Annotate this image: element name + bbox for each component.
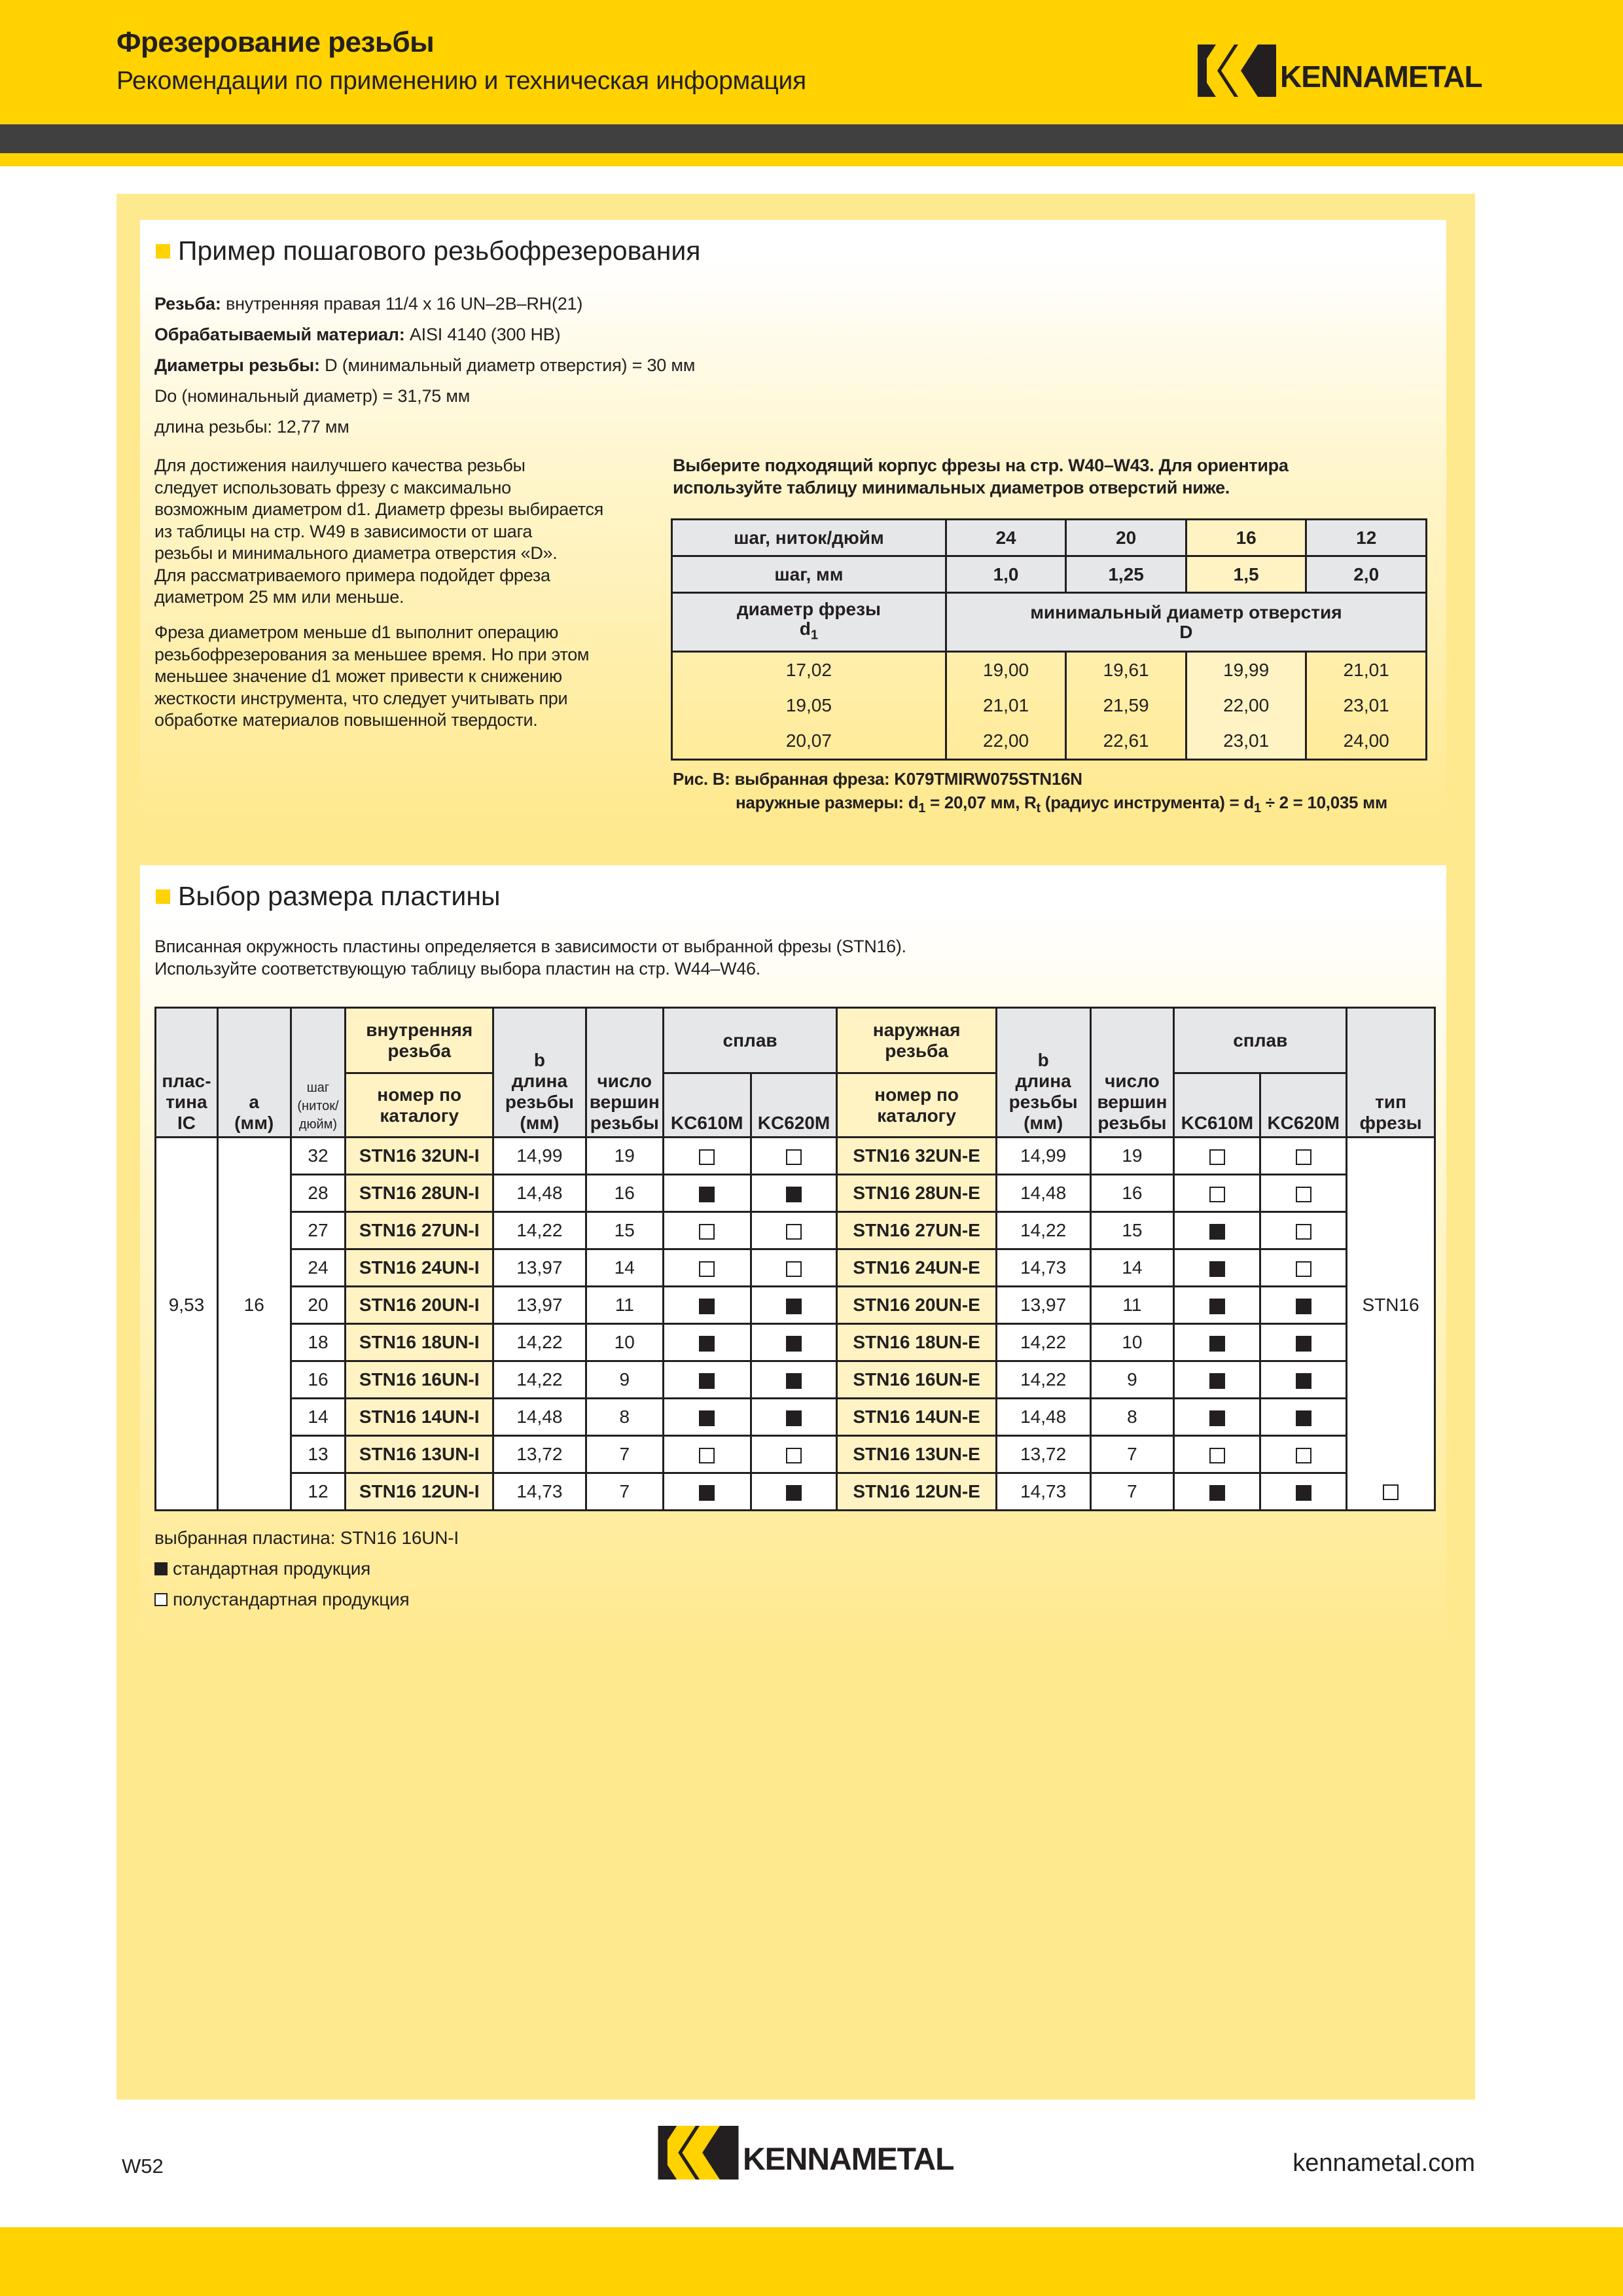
- page-subtitle: Рекомендации по применению и техническая информация: [116, 67, 806, 95]
- teeth-cell: 19: [586, 1138, 663, 1175]
- spec-length: длина резьбы: 12,77 мм: [154, 417, 349, 437]
- caption-line-1: Рис. B: выбранная фреза: K079TMIRW075STN16N: [673, 769, 1082, 789]
- tpi-cell: 32: [291, 1138, 346, 1175]
- header-a: a (мм): [217, 1008, 291, 1138]
- legend-standard: стандартная продукция: [154, 1558, 370, 1579]
- paragraph-best-quality: Для достижения наилучшего качества резьбы следует использовать фрезу с максимально возможным диаметром d1. Диаметр фрезы выбирается из таблицы на стр. W49 в зависимости от шага резьбы и минимального диаметра отверстия «D». Для рассматриваемого примера подойдет фреза диаметром 25 мм или меньше.: [154, 456, 604, 607]
- kc620m-internal-cell: [751, 1287, 837, 1324]
- length-cell: 13,72: [493, 1436, 586, 1473]
- catalog-internal-cell: STN16 20UN-I: [346, 1287, 493, 1324]
- tpi-cell: 16: [1186, 520, 1306, 556]
- empty-square-icon: [1296, 1448, 1311, 1463]
- filled-square-icon: [1296, 1410, 1311, 1426]
- length-cell: 14,73: [996, 1473, 1090, 1511]
- teeth-cell: 10: [1090, 1324, 1174, 1361]
- page-header: [0, 0, 1623, 124]
- kc610m-internal-cell: [663, 1399, 751, 1436]
- a-cell: [217, 1473, 291, 1511]
- kc620m-external-cell: [1260, 1436, 1347, 1473]
- header-grade-external: сплав: [1174, 1008, 1347, 1073]
- length-cell: 14,22: [493, 1324, 586, 1361]
- kc620m-external-cell: [1260, 1212, 1347, 1249]
- yellow-square-icon: [156, 244, 170, 259]
- cutter-type-cell: [1347, 1324, 1435, 1361]
- empty-square-icon: [154, 1593, 168, 1606]
- kc620m-external-cell: [1260, 1249, 1347, 1287]
- selected-insert-note: выбранная пластина: STN16 16UN-I: [154, 1528, 459, 1548]
- kc610m-internal-cell: [663, 1138, 751, 1175]
- teeth-cell: 8: [586, 1399, 663, 1436]
- page-title: Фрезерование резьбы: [116, 26, 435, 58]
- length-cell: 14,73: [996, 1249, 1090, 1287]
- tpi-cell: 20: [291, 1287, 346, 1324]
- length-cell: 14,48: [493, 1399, 586, 1436]
- empty-square-icon: [699, 1224, 715, 1240]
- min-hole-diameter-table: [671, 518, 1427, 761]
- kc610m-internal-cell: [663, 1436, 751, 1473]
- catalog-internal-cell: STN16 32UN-I: [346, 1138, 493, 1175]
- filled-square-icon: [786, 1410, 802, 1426]
- teeth-cell: 15: [1090, 1212, 1174, 1249]
- catalog-internal-cell: STN16 24UN-I: [346, 1249, 493, 1287]
- length-cell: 14,73: [493, 1473, 586, 1511]
- tpi-cell: 24: [946, 520, 1066, 556]
- kc620m-internal-cell: [751, 1249, 837, 1287]
- section-title-text: Выбор размера пластины: [178, 881, 501, 911]
- cutter-type-cell: [1347, 1473, 1435, 1511]
- teeth-cell: 11: [1090, 1287, 1174, 1324]
- header-internal-thread: внутренняя резьба: [346, 1008, 493, 1073]
- catalog-external-cell: STN16 18UN-E: [837, 1324, 996, 1361]
- header-teeth-external: число вершин резьбы: [1090, 1008, 1174, 1138]
- kc610m-external-cell: [1174, 1324, 1260, 1361]
- length-cell: 13,97: [493, 1287, 586, 1324]
- ic-cell: [156, 1361, 218, 1399]
- tpi-cell: 28: [291, 1175, 346, 1212]
- table-row: [156, 1138, 1435, 1175]
- empty-square-icon: [786, 1448, 802, 1463]
- filled-square-icon: [1209, 1373, 1225, 1389]
- catalog-external-cell: STN16 12UN-E: [837, 1473, 996, 1511]
- header-kc610m: KC610M: [663, 1073, 751, 1138]
- spec-diameters: Диаметры резьбы: D (минимальный диаметр отверстия) = 30 мм: [154, 355, 696, 375]
- empty-square-icon: [786, 1261, 802, 1277]
- teeth-cell: 11: [586, 1287, 663, 1324]
- a-cell: 16: [217, 1287, 291, 1324]
- catalog-external-cell: STN16 14UN-E: [837, 1399, 996, 1436]
- kc620m-external-cell: [1260, 1399, 1347, 1436]
- catalog-internal-cell: STN16 12UN-I: [346, 1473, 493, 1511]
- empty-square-icon: [1209, 1187, 1225, 1202]
- tpi-cell: 13: [291, 1436, 346, 1473]
- catalog-external-cell: STN16 16UN-E: [837, 1361, 996, 1399]
- header-b-external: b длина резьбы (мм): [996, 1008, 1090, 1138]
- cutter-type-cell: [1347, 1436, 1435, 1473]
- length-cell: 13,72: [996, 1436, 1090, 1473]
- kc610m-internal-cell: [663, 1287, 751, 1324]
- page-number: W52: [122, 2155, 164, 2178]
- filled-square-icon: [699, 1299, 715, 1314]
- a-cell: [217, 1436, 291, 1473]
- kc620m-internal-cell: [751, 1436, 837, 1473]
- table-row: [156, 1287, 1435, 1324]
- figure-caption: [673, 767, 1387, 820]
- kc610m-internal-cell: [663, 1324, 751, 1361]
- filled-square-icon: [1209, 1224, 1225, 1240]
- header-teeth-internal: число вершин резьбы: [586, 1008, 663, 1138]
- spec-material: Обрабатываемый материал: AISI 4140 (300 HB): [154, 325, 561, 344]
- empty-square-icon: [1209, 1448, 1225, 1463]
- section-title-text: Пример пошагового резьбофрезерования: [178, 236, 701, 266]
- filled-square-icon: [699, 1373, 715, 1389]
- kc610m-external-cell: [1174, 1399, 1260, 1436]
- empty-square-icon: [1383, 1484, 1399, 1500]
- header-yellow-stripe: [0, 153, 1623, 166]
- header-external-thread: наружная резьба: [837, 1008, 996, 1073]
- filled-square-icon: [1209, 1299, 1225, 1314]
- table-row: [156, 1436, 1435, 1473]
- header-grade-internal: сплав: [663, 1008, 837, 1073]
- teeth-cell: 7: [586, 1473, 663, 1511]
- header-dark-bar: [0, 124, 1623, 153]
- length-cell: 14,48: [996, 1399, 1090, 1436]
- tpi-cell: 12: [291, 1473, 346, 1511]
- header-cutter-type: тип фрезы: [1347, 1008, 1435, 1138]
- kc610m-external-cell: [1174, 1212, 1260, 1249]
- catalog-internal-cell: STN16 27UN-I: [346, 1212, 493, 1249]
- a-cell: [217, 1212, 291, 1249]
- empty-square-icon: [699, 1448, 715, 1463]
- kc610m-internal-cell: [663, 1175, 751, 1212]
- catalog-internal-cell: STN16 14UN-I: [346, 1399, 493, 1436]
- a-cell: [217, 1138, 291, 1175]
- table-row: [156, 1175, 1435, 1212]
- tpi-cell: 20: [1066, 520, 1186, 556]
- ic-cell: [156, 1436, 218, 1473]
- insert-intro-text: Вписанная окружность пластины определяется в зависимости от выбранной фрезы (STN16). Используйте соответствующую таблицу выбора пластин на стр. W44–W46.: [154, 937, 906, 978]
- table-row: 17,02 19,00 19,61 19,99 21,01: [672, 652, 1427, 688]
- header-kc620m: KC620M: [1260, 1073, 1347, 1138]
- section-title: [156, 881, 500, 912]
- length-cell: 14,22: [996, 1324, 1090, 1361]
- filled-square-icon: [699, 1485, 715, 1501]
- ic-cell: [156, 1249, 218, 1287]
- kennametal-k-icon: [658, 2126, 739, 2179]
- filled-square-icon: [699, 1187, 715, 1202]
- kennametal-k-icon: [1198, 45, 1276, 97]
- filled-square-icon: [786, 1299, 802, 1314]
- ic-cell: [156, 1212, 218, 1249]
- kc610m-external-cell: [1174, 1287, 1260, 1324]
- table-row: [156, 1361, 1435, 1399]
- header-b-internal: b длина резьбы (мм): [493, 1008, 586, 1138]
- length-cell: 14,22: [996, 1361, 1090, 1399]
- instruction-text: Выберите подходящий корпус фрезы на стр. W40–W43. Для ориентира используйте таблицу минимальных диаметров отверстий ниже.: [673, 456, 1289, 497]
- filled-square-icon: [786, 1336, 802, 1352]
- teeth-cell: 14: [586, 1249, 663, 1287]
- length-cell: 14,99: [493, 1138, 586, 1175]
- cutter-type-cell: [1347, 1212, 1435, 1249]
- catalog-external-cell: STN16 20UN-E: [837, 1287, 996, 1324]
- empty-square-icon: [1296, 1224, 1311, 1240]
- empty-square-icon: [786, 1149, 802, 1165]
- header-pitch: шаг, мм: [672, 556, 946, 593]
- teeth-cell: 15: [586, 1212, 663, 1249]
- length-cell: 14,48: [996, 1175, 1090, 1212]
- kc620m-internal-cell: [751, 1212, 837, 1249]
- tpi-cell: 27: [291, 1212, 346, 1249]
- teeth-cell: 9: [1090, 1361, 1174, 1399]
- cutter-type-cell: [1347, 1399, 1435, 1436]
- filled-square-icon: [1296, 1485, 1311, 1501]
- catalog-internal-cell: STN16 16UN-I: [346, 1361, 493, 1399]
- kc620m-external-cell: [1260, 1473, 1347, 1511]
- kc620m-external-cell: [1260, 1175, 1347, 1212]
- length-cell: 14,99: [996, 1138, 1090, 1175]
- filled-square-icon: [786, 1485, 802, 1501]
- ic-cell: [156, 1324, 218, 1361]
- catalog-internal-cell: STN16 18UN-I: [346, 1324, 493, 1361]
- legend-semistandard: полустандартная продукция: [154, 1589, 409, 1610]
- cutter-type-cell: [1347, 1175, 1435, 1212]
- kc620m-internal-cell: [751, 1361, 837, 1399]
- filled-square-icon: [154, 1562, 168, 1575]
- kc620m-external-cell: [1260, 1138, 1347, 1175]
- filled-square-icon: [786, 1373, 802, 1389]
- filled-square-icon: [1209, 1410, 1225, 1426]
- kennametal-logo: [1198, 45, 1482, 97]
- filled-square-icon: [699, 1336, 715, 1352]
- table-row: [156, 1324, 1435, 1361]
- empty-square-icon: [1296, 1149, 1311, 1165]
- cutter-type-cell: STN16: [1347, 1287, 1435, 1324]
- teeth-cell: 7: [1090, 1436, 1174, 1473]
- table-row: [156, 1212, 1435, 1249]
- filled-square-icon: [1296, 1299, 1311, 1314]
- kennametal-logo-footer: [658, 2126, 954, 2179]
- kc610m-external-cell: [1174, 1473, 1260, 1511]
- kc620m-external-cell: [1260, 1287, 1347, 1324]
- tpi-cell: 14: [291, 1399, 346, 1436]
- empty-square-icon: [1296, 1187, 1311, 1202]
- pitch-cell: 1,25: [1066, 556, 1186, 593]
- header-tpi: шаг, ниток/дюйм: [672, 520, 946, 556]
- filled-square-icon: [699, 1410, 715, 1426]
- spec-thread: Резьба: внутренняя правая 11/4 x 16 UN–2B–RH(21): [154, 294, 583, 314]
- ic-cell: [156, 1399, 218, 1436]
- teeth-cell: 9: [586, 1361, 663, 1399]
- empty-square-icon: [1209, 1149, 1225, 1165]
- a-cell: [217, 1175, 291, 1212]
- teeth-cell: 7: [586, 1436, 663, 1473]
- kc620m-internal-cell: [751, 1138, 837, 1175]
- logo-wordmark: KENNAMETAL: [1280, 60, 1482, 94]
- filled-square-icon: [1209, 1336, 1225, 1352]
- logo-wordmark: KENNAMETAL: [743, 2142, 954, 2177]
- kc610m-internal-cell: [663, 1473, 751, 1511]
- filled-square-icon: [786, 1187, 802, 1202]
- teeth-cell: 16: [586, 1175, 663, 1212]
- header-ic: плас- тина IC: [156, 1008, 218, 1138]
- kc620m-external-cell: [1260, 1361, 1347, 1399]
- length-cell: 14,48: [493, 1175, 586, 1212]
- catalog-internal-cell: STN16 28UN-I: [346, 1175, 493, 1212]
- table-row: [156, 1249, 1435, 1287]
- catalog-external-cell: STN16 27UN-E: [837, 1212, 996, 1249]
- cutter-type-cell: [1347, 1138, 1435, 1175]
- kc610m-external-cell: [1174, 1138, 1260, 1175]
- length-cell: 13,97: [996, 1287, 1090, 1324]
- a-cell: [217, 1361, 291, 1399]
- pitch-cell: 1,0: [946, 556, 1066, 593]
- empty-square-icon: [699, 1149, 715, 1165]
- tpi-cell: 24: [291, 1249, 346, 1287]
- teeth-cell: 19: [1090, 1138, 1174, 1175]
- kc620m-external-cell: [1260, 1324, 1347, 1361]
- pitch-cell: 1,5: [1186, 556, 1306, 593]
- ic-cell: [156, 1138, 218, 1175]
- header-min-hole: минимальный диаметр отверстия D: [946, 593, 1426, 652]
- kc610m-internal-cell: [663, 1361, 751, 1399]
- catalog-external-cell: STN16 13UN-E: [837, 1436, 996, 1473]
- tpi-cell: 12: [1306, 520, 1427, 556]
- paragraph-smaller-cutter: Фреза диаметром меньше d1 выполнит операцию резьбофрезерования за меньшее время. Но при этом меньшее значение d1 может привести к снижению жесткости инструмента, что следует учитывать при обработке материалов повышенной твердости.: [154, 622, 590, 730]
- caption-line-2: наружные размеры: $d_1 = 20,07$ мм, $R_t$ (радиус инструмента) = $d_1 \div 2 = 10,035$ мм: [736, 793, 1387, 816]
- kc610m-internal-cell: [663, 1212, 751, 1249]
- ic-cell: [156, 1473, 218, 1511]
- pitch-cell: 2,0: [1306, 556, 1427, 593]
- filled-square-icon: [1296, 1336, 1311, 1352]
- table-row: [156, 1473, 1435, 1511]
- catalog-internal-cell: STN16 13UN-I: [346, 1436, 493, 1473]
- header-catalog-internal: номер по каталогу: [346, 1073, 493, 1138]
- length-cell: 14,22: [996, 1212, 1090, 1249]
- header-cutter-diameter: диаметр фрезы $d_1$: [672, 593, 946, 652]
- a-cell: [217, 1399, 291, 1436]
- kc620m-internal-cell: [751, 1473, 837, 1511]
- length-cell: 13,97: [493, 1249, 586, 1287]
- empty-square-icon: [786, 1224, 802, 1240]
- tpi-cell: 16: [291, 1361, 346, 1399]
- length-cell: 14,22: [493, 1361, 586, 1399]
- table-row: 20,07 22,00 22,61 23,01 24,00: [672, 724, 1427, 760]
- kc610m-external-cell: [1174, 1436, 1260, 1473]
- a-cell: [217, 1249, 291, 1287]
- empty-square-icon: [1296, 1261, 1311, 1277]
- filled-square-icon: [1209, 1261, 1225, 1277]
- teeth-cell: 7: [1090, 1473, 1174, 1511]
- length-cell: 14,22: [493, 1212, 586, 1249]
- header-tpi: шаг (ниток/ дюйм): [291, 1008, 346, 1138]
- website-link[interactable]: kennametal.com: [1293, 2149, 1475, 2177]
- kc610m-external-cell: [1174, 1249, 1260, 1287]
- table-row: 19,05 21,01 21,59 22,00 23,01: [672, 688, 1427, 724]
- kc620m-internal-cell: [751, 1175, 837, 1212]
- kc610m-external-cell: [1174, 1361, 1260, 1399]
- kc610m-internal-cell: [663, 1249, 751, 1287]
- header-kc620m: KC620M: [751, 1073, 837, 1138]
- catalog-external-cell: STN16 28UN-E: [837, 1175, 996, 1212]
- catalog-external-cell: STN16 32UN-E: [837, 1138, 996, 1175]
- teeth-cell: 16: [1090, 1175, 1174, 1212]
- catalog-external-cell: STN16 24UN-E: [837, 1249, 996, 1287]
- a-cell: [217, 1324, 291, 1361]
- footer-yellow-band: [0, 2227, 1623, 2296]
- teeth-cell: 14: [1090, 1249, 1174, 1287]
- filled-square-icon: [1209, 1485, 1225, 1501]
- kc620m-internal-cell: [751, 1399, 837, 1436]
- section-title: [156, 236, 700, 266]
- header-kc610m: KC610M: [1174, 1073, 1260, 1138]
- cutter-type-cell: [1347, 1361, 1435, 1399]
- kc620m-internal-cell: [751, 1324, 837, 1361]
- teeth-cell: 10: [586, 1324, 663, 1361]
- ic-cell: 9,53: [156, 1287, 218, 1324]
- header-catalog-external: номер по каталогу: [837, 1073, 996, 1138]
- tpi-cell: 18: [291, 1324, 346, 1361]
- kc610m-external-cell: [1174, 1175, 1260, 1212]
- empty-square-icon: [699, 1261, 715, 1277]
- table-row: [156, 1399, 1435, 1436]
- filled-square-icon: [1296, 1373, 1311, 1389]
- teeth-cell: 8: [1090, 1399, 1174, 1436]
- yellow-square-icon: [156, 889, 170, 904]
- ic-cell: [156, 1175, 218, 1212]
- insert-selection-table: [154, 1007, 1436, 1511]
- spec-nominal: Do (номинальный диаметр) = 31,75 мм: [154, 386, 471, 406]
- cutter-type-cell: [1347, 1249, 1435, 1287]
